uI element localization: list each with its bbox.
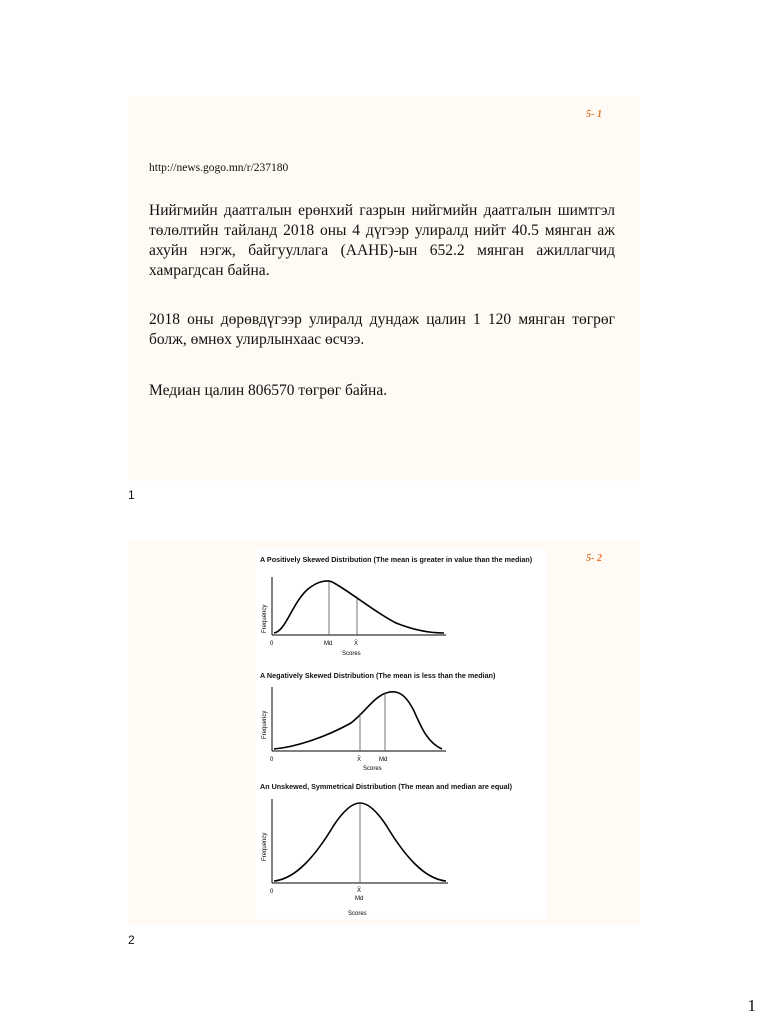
panel-title-positive: A Positively Skewed Distribution (The mean is greater in value than the median) <box>260 555 533 564</box>
tick-zero: 0 <box>270 757 274 763</box>
panel-title-negative: A Negatively Skewed Distribution (The mean is less than the median) <box>260 671 496 680</box>
positive-skew-chart <box>256 573 546 659</box>
distribution-curve <box>274 692 442 749</box>
slide-label-2: 2 <box>128 933 135 947</box>
page-number: 1 <box>747 996 756 1015</box>
tick-zero: 0 <box>270 641 274 647</box>
tick-zero: 0 <box>270 889 274 895</box>
x-axis-label: Scores <box>342 651 361 657</box>
y-axis-label: Frequency <box>262 832 268 861</box>
y-axis-label: Frequency <box>262 604 268 633</box>
distribution-curve <box>274 581 444 633</box>
tick-mean: X̄ <box>354 641 359 647</box>
negative-skew-chart <box>256 681 546 771</box>
paragraph-insurance: Нийгмийн даатгалын ерөнхий газрын нийгмийн даатгалын шимтгэл төлөлтийн тайланд 2018 оны 4 дүгээр улиралд нийт 40.5 мянган аж ахуйн нэгж, байгууллага (ААНБ)-ын 652.2 мянган ажиллагчид хамрагдсан байна. <box>149 202 615 279</box>
tick-median: Md <box>355 896 364 902</box>
slide-1 <box>128 97 640 481</box>
source-url: http://news.gogo.mn/r/237180 <box>149 162 289 174</box>
x-axis-label: Scores <box>348 911 367 917</box>
paragraph-median-wage: Медиан цалин 806570 төгрөг байна. <box>149 382 388 399</box>
slide-label-1: 1 <box>128 488 135 502</box>
slide-number: 5- 2 <box>586 553 602 564</box>
x-axis-label: Scores <box>363 766 382 771</box>
tick-mean: X̄ <box>357 757 362 763</box>
paragraph-average-wage: 2018 оны дөрөвдүгээр улиралд дундаж цалин 1 120 мянган төгрөг болж, өмнөх улирлынхаас өсчээ. <box>149 311 615 348</box>
tick-median: Md <box>324 641 333 647</box>
skewness-figure <box>256 549 546 919</box>
panel-title-symmetric: An Unskewed, Symmetrical Distribution (The mean and median are equal) <box>260 782 513 791</box>
tick-mean: X̄ <box>357 888 362 894</box>
symmetric-chart <box>256 795 546 919</box>
slide-2 <box>128 541 640 925</box>
y-axis-label: Frequency <box>262 710 268 739</box>
tick-median: Md <box>379 757 388 763</box>
slide-number: 5- 1 <box>586 109 602 120</box>
